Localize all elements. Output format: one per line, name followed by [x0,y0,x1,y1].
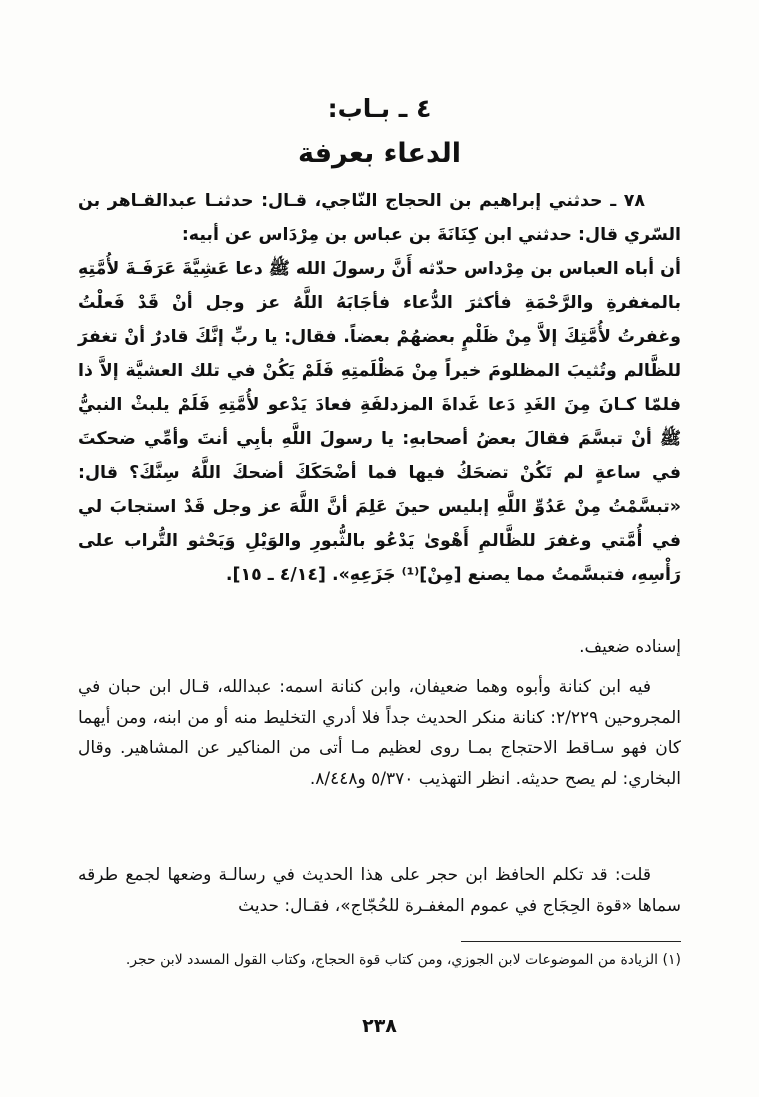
hadith-body-text: أن أباه العباس بن مِرْداس حدّثه أَنَّ رسولَ الله ﷺ دعا عَشِيَّةَ عَرَفَـةَ لأُمَّتِهِ بالمغفرةِ والرَّحْمَةِ فأكثرَ الدُّعاء فأجَابَهُ اللَّهُ عز وجل أنْ قَدْ فَعلْتُ وغفرتُ لأُمَّتِكَ إلاَّ مِنْ ظَلْمٍ بعضهُمْ بعضاً. فقال: يا ربِّ إنَّكَ قادرٌ أنْ تغفرَ للظَّالم وتُثيبَ المظلومَ خيراً مِنْ مَظْلَمتِهِ فَلَمْ يَكُنْ في تلك العشيَّة إلاَّ ذا فلمّا كـانَ مِنَ الغَدِ دَعا غَداةَ المزدلفَةِ فعادَ يَدْعو لأُمَّتِهِ فَلَمْ يلبثْ النبيُّ ﷺ أنْ تبسَّمَ فقالَ بعضُ أصحابهِ: يا رسولَ اللَّهِ بأبِي أنتَ وأمِّي ضحكتَ في ساعةٍ لم تَكُنْ تضحَكُ فيها فما أضْحَكَكَ أضحكَ اللَّهُ سِنَّكَ؟ قال: «تبسَّمْتُ مِنْ عَدُوِّ اللَّهِ إبليس حينَ عَلِمَ أنَّ اللَّهَ عز وجل قَدْ استجابَ لي في أُمَّتي وغفرَ للظَّالمِ أَهْوىٰ يَدْعُو بالثُّبورِ والوَيْلِ وَيَحْثو التُّراب على رَأْسِهِ، فتبسَّمتُ مما يصنع [مِنْ]⁽¹⁾ جَزَعِهِ». [٤/١٤ ـ ١٥]. [78,259,681,585]
commentary-paragraph-text: قلت: قد تكلم الحافظ ابن حجر على هذا الحديث في رسالـة وضعها لجمع طرقه سماها «قوة الحِجَاج في عموم المغفـرة للحُجّاج»، فقـال: حديث [78,865,681,916]
chapter-title: ٤ ـ بـاب: [327,94,432,123]
commentary-paragraph-text: فيه ابن كنانة وأبوه وهما ضعيفان، وابن كنانة اسمه: عبدالله، قـال ابن حبان في المجروحين ٢/٢٢٩: كنانة منكر الحديث جداً فلا أدري التخليط منه أو من ابنه، ومن أيهما كان فهو سـاقط الاحتجاج بمـا روى لعظيم مـا أتى من المناكير عن المشاهير. وقال البخاري: لم يصح حديثه. انظر التهذيب ٥/٣٧٠ و٨/٤٤٨. [78,677,681,789]
commentary-paragraph [78,672,681,794]
hadith-body [78,252,681,592]
chapter-subtitle: الدعاء بعرفة [297,138,461,169]
isnad-grading-text: إسناده ضعيف. [579,637,681,657]
hadith-chain [78,184,681,252]
commentary-paragraph [78,860,681,921]
page-number: ٢٣٨ [362,1015,397,1037]
footnote: (١) الزيادة من الموضوعات لابن الجوزي، ومن كتاب قوة الحجاج، وكتاب القول المسدد لابن حجر. [125,952,681,968]
footnote-divider [461,941,681,942]
hadith-chain-text: ٧٨ ـ حدثني إبراهيم بن الحجاج النّاجي، قـال: حدثنـا عبدالقـاهر بن السّري قال: حدثني ابن كِنَانَةَ بن عباس بن مِرْدَاس عن أبيه: [78,191,681,245]
isnad-grading [78,630,681,664]
